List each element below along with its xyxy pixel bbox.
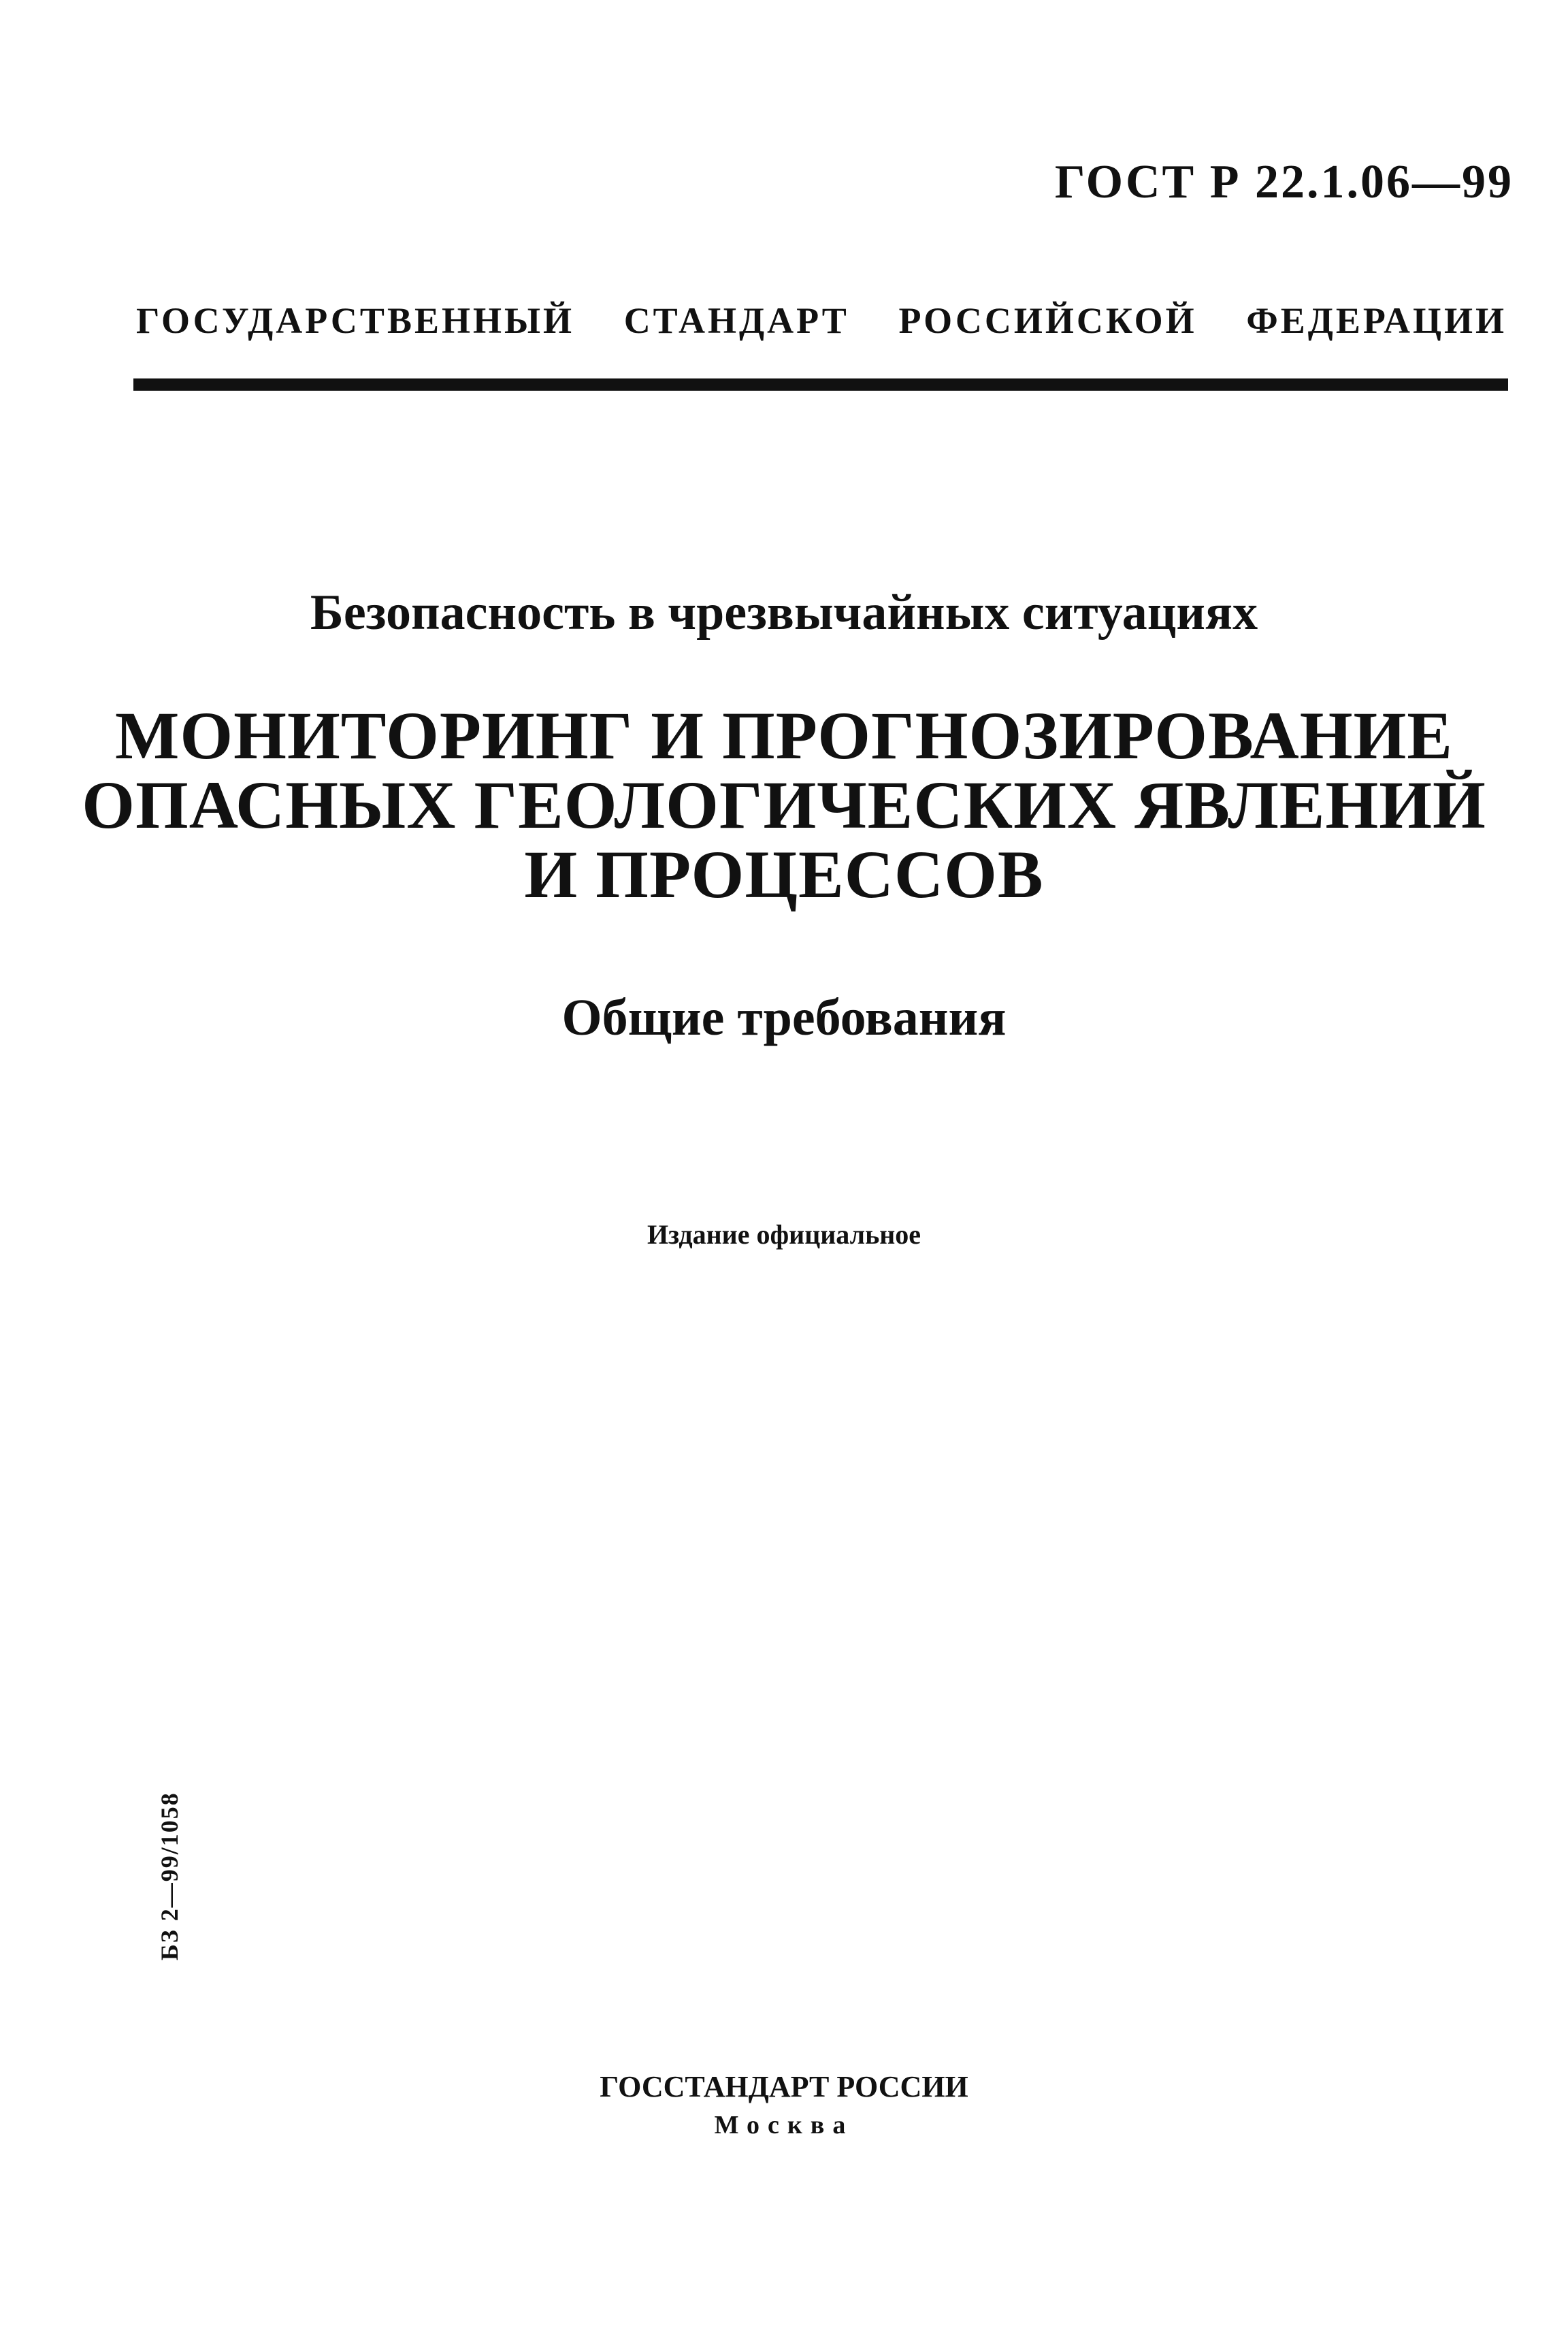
publisher: ГОССТАНДАРТ РОССИИ: [600, 2070, 968, 2103]
subtitle: Общие требования: [561, 989, 1007, 1046]
main-title: [0, 698, 1568, 912]
series-title: Безопасность в чрезвычайных ситуациях: [310, 585, 1258, 641]
city: Москва: [714, 2111, 854, 2139]
header-title: [136, 300, 1507, 342]
header-word: СТАНДАРТ: [623, 300, 849, 341]
main-title-line: МОНИТОРИНГ И ПРОГНОЗИРОВАНИЕ: [115, 698, 1453, 773]
main-title-line: ОПАСНЫХ ГЕОЛОГИЧЕСКИХ ЯВЛЕНИЙ: [82, 767, 1486, 843]
standard-code: ГОСТ Р 22.1.06—99: [1054, 156, 1514, 208]
side-registration-code: БЗ 2—99/1058: [156, 1792, 183, 1960]
main-title-line: И ПРОЦЕССОВ: [524, 837, 1044, 912]
header-word: ФЕДЕРАЦИИ: [1246, 300, 1507, 341]
header-divider: [133, 378, 1508, 391]
header-word: РОССИЙСКОЙ: [898, 300, 1197, 341]
edition-note: Издание официальное: [647, 1219, 921, 1250]
header-word: ГОСУДАРСТВЕННЫЙ: [136, 300, 575, 341]
